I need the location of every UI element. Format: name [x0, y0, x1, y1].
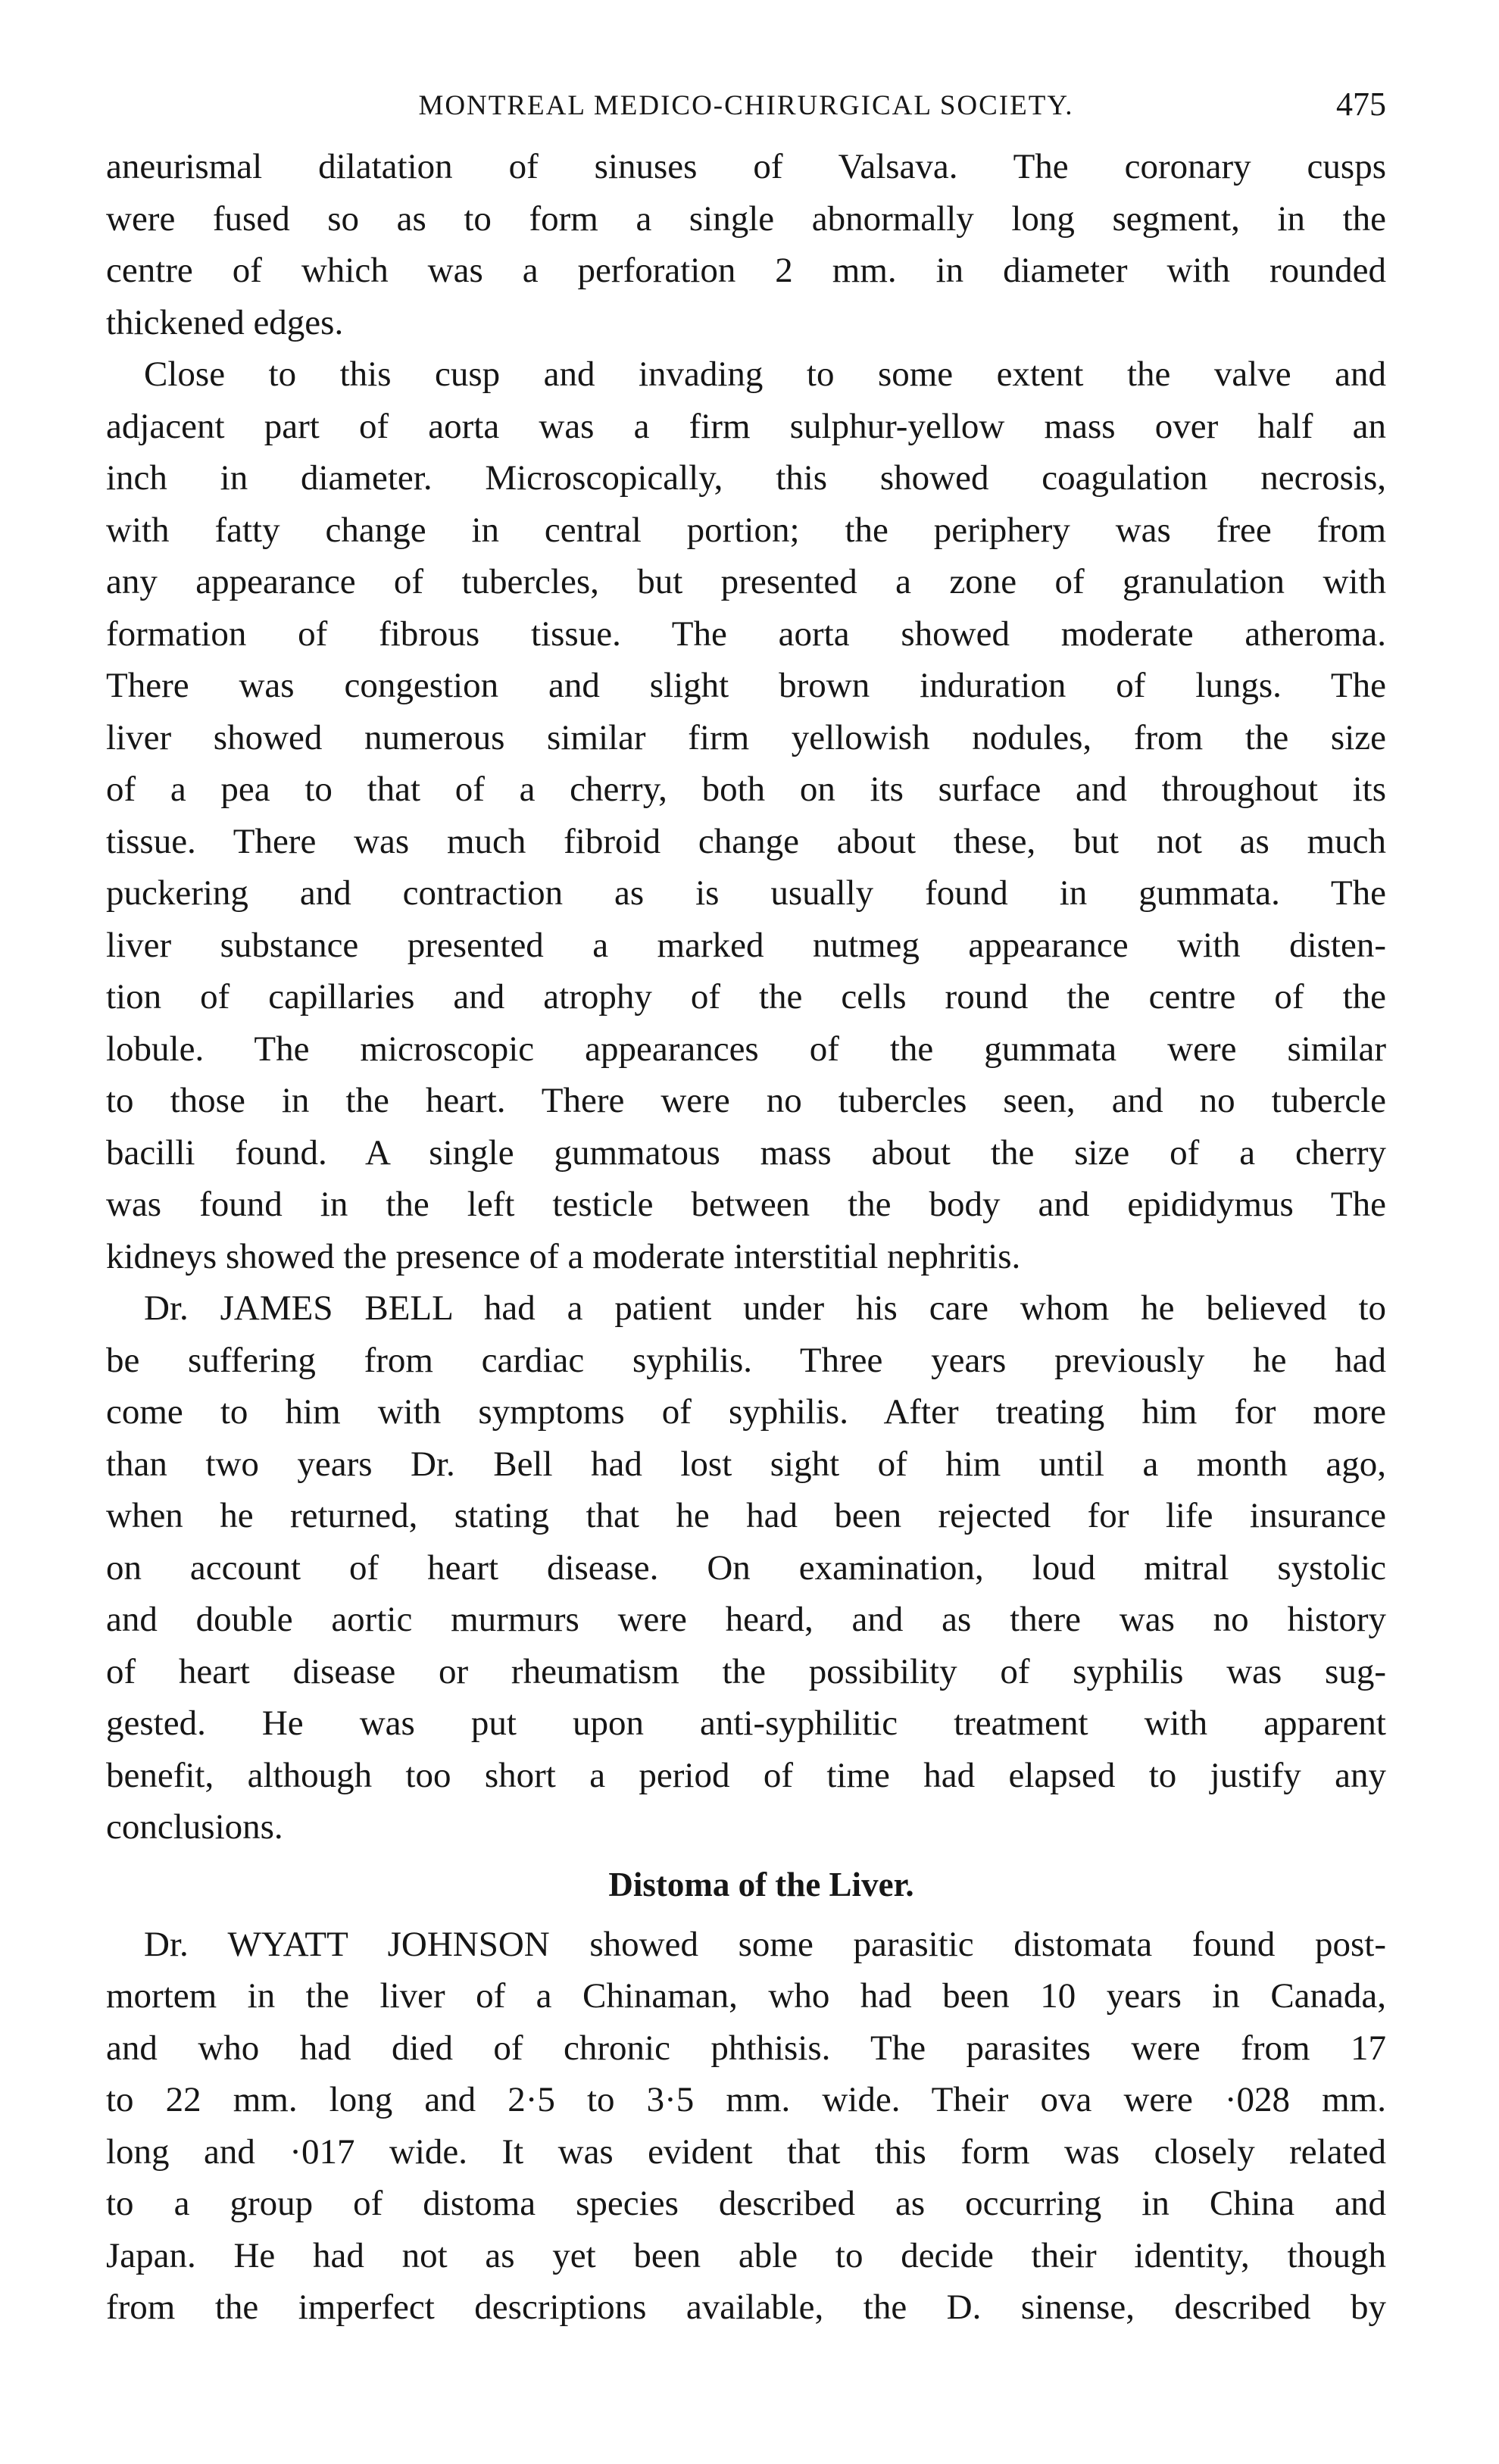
text-line: long and ·017 wide. It was evident that this form was closely related	[106, 2131, 1386, 2172]
text-line: Close to this cusp and invading to some extent the valve and	[144, 354, 1386, 394]
running-title: MONTREAL MEDICO-CHIRURGICAL SOCIETY.	[418, 90, 1074, 121]
text-line: any appearance of tubercles, but presented a zone of granulation with	[106, 562, 1386, 601]
text-line: mortem in the liver of a Chinaman, who had been 10 years in Canada,	[106, 1976, 1386, 2016]
text-line: on account of heart disease. On examination, loud mitral systolic	[106, 1547, 1386, 1588]
text-line: when he returned, stating that he had been rejected for life insurance	[106, 1496, 1386, 1535]
text-line: centre of which was a perforation 2 mm. in diameter with rounded	[106, 251, 1386, 290]
text-line: Dr. JAMES BELL had a patient under his care whom he believed to	[144, 1288, 1386, 1328]
text-line: were fused so as to form a single abnormally long segment, in the	[106, 198, 1386, 239]
text-line: thickened edges.	[106, 302, 344, 342]
text-line: tissue. There was much fibroid change about these, but not as much	[106, 821, 1386, 861]
text-line: adjacent part of aorta was a firm sulphur-yellow mass over half an	[106, 406, 1386, 446]
text-line: Japan. He had not as yet been able to decide their identity, though	[106, 2235, 1386, 2275]
text-line: benefit, although too short a period of time had elapsed to justify any	[106, 1755, 1386, 1795]
paragraph-distoma	[106, 1919, 1386, 2334]
section-heading: Distoma of the Liver.	[608, 1865, 914, 1903]
text-line: to 22 mm. long and 2·5 to 3·5 mm. wide. Their ova were ·028 mm.	[106, 2080, 1386, 2119]
text-line: come to him with symptoms of syphilis. After treating him for more	[106, 1392, 1386, 1432]
text-line: tion of capillaries and atrophy of the cells round the centre of the	[106, 977, 1386, 1017]
document-page	[106, 76, 1386, 2334]
text-line: lobule. The microscopic appearances of the gummata were similar	[106, 1029, 1386, 1069]
text-line: formation of fibrous tissue. The aorta showed moderate atheroma.	[106, 614, 1386, 654]
text-line: be suffering from cardiac syphilis. Three years previously he had	[106, 1340, 1386, 1380]
running-head	[106, 76, 1386, 136]
text-line: There was congestion and slight brown induration of lungs. The	[106, 666, 1386, 705]
text-line: and who had died of chronic phthisis. The parasites were from 17	[106, 2028, 1386, 2068]
text-line: to a group of distoma species described as occurring in China and	[106, 2184, 1386, 2223]
paragraph-continuation	[106, 141, 1386, 348]
text-line: aneurismal dilatation of sinuses of Valsava. The coronary cusps	[106, 147, 1386, 186]
text-line: liver showed numerous similar firm yellowish nodules, from the size	[106, 717, 1386, 757]
page-number: 475	[1336, 86, 1386, 123]
text-line: to those in the heart. There were no tubercles seen, and no tubercle	[106, 1081, 1386, 1120]
text-line: was found in the left testicle between the body and epididymus The	[106, 1185, 1386, 1224]
paragraph-autopsy-findings	[106, 348, 1386, 1282]
text-line: than two years Dr. Bell had lost sight of him until a month ago,	[106, 1444, 1386, 1484]
text-line: from the imperfect descriptions available, the D. sinense, described by	[106, 2288, 1386, 2327]
text-line: liver substance presented a marked nutmeg appearance with disten-	[106, 925, 1386, 965]
paragraph-cardiac-syphilis	[106, 1282, 1386, 1853]
text-line: Dr. WYATT JOHNSON showed some parasitic distomata found post-	[144, 1924, 1386, 1964]
text-line: with fatty change in central portion; the periphery was free from	[106, 510, 1386, 550]
text-line: bacilli found. A single gummatous mass about the size of a cherry	[106, 1132, 1386, 1173]
text-line: puckering and contraction as is usually found in gummata. The	[106, 873, 1386, 913]
text-line: and double aortic murmurs were heard, and as there was no history	[106, 1600, 1386, 1639]
text-line: of heart disease or rheumatism the possibility of syphilis was sug-	[106, 1651, 1386, 1691]
text-line: of a pea to that of a cherry, both on its surface and throughout its	[106, 770, 1386, 809]
text-line: gested. He was put upon anti-syphilitic treatment with apparent	[106, 1704, 1386, 1743]
text-line: inch in diameter. Microscopically, this showed coagulation necrosis,	[106, 458, 1386, 498]
text-line: conclusions.	[106, 1807, 283, 1847]
text-line: kidneys showed the presence of a moderate interstitial nephritis.	[106, 1236, 1021, 1276]
